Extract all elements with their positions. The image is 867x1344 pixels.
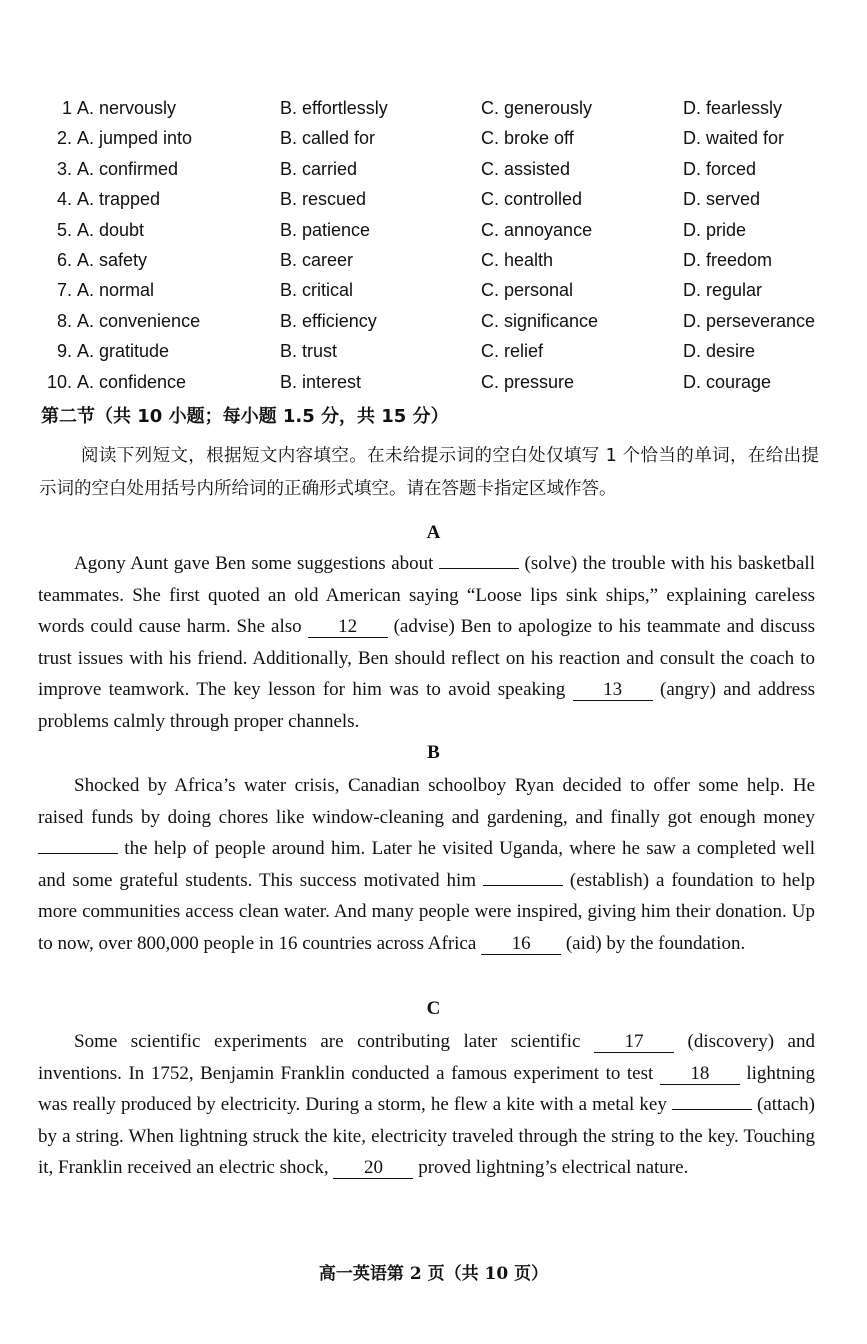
option-a: A. safety bbox=[77, 249, 148, 270]
options-table bbox=[0, 94, 867, 398]
option-d: D. courage bbox=[683, 371, 772, 392]
passage-text: (attach) by a string. When lightning struck the kite, electricity traveled through the string to the key. Touching it, Franklin received an electric shock, bbox=[38, 1094, 816, 1179]
passage-text: Some scientific experiments are contributing later scientific bbox=[74, 1031, 594, 1052]
passage-b bbox=[38, 770, 815, 960]
option-a: A. trapped bbox=[77, 189, 161, 210]
passage-c-heading: C bbox=[426, 998, 441, 1019]
option-a: A. doubt bbox=[77, 219, 145, 240]
option-row bbox=[0, 155, 867, 185]
option-row bbox=[0, 94, 867, 124]
section-title: 第二节（共 10 小题；每小题 1.5 分，共 15 分） bbox=[41, 406, 449, 427]
question-number: 4. bbox=[56, 189, 72, 210]
passage-text: lightning was really produced by electricity. During a storm, he flew a kite with a metal key bbox=[38, 1062, 815, 1116]
answer-blank: 18 bbox=[660, 1064, 740, 1085]
question-number: 10. bbox=[46, 371, 72, 392]
option-row bbox=[0, 337, 867, 367]
option-a: A. convenience bbox=[77, 310, 201, 331]
option-c: C. health bbox=[481, 249, 554, 270]
option-c: C. annoyance bbox=[481, 219, 593, 240]
passage-text: (angry) and address problems calmly through proper channels. bbox=[38, 679, 815, 732]
question-number: 7. bbox=[56, 280, 72, 301]
option-row bbox=[0, 276, 867, 306]
option-d: D. perseverance bbox=[683, 310, 816, 331]
option-c: C. pressure bbox=[481, 371, 575, 392]
passage-text: (advise) Ben to apologize to his teammate and discuss trust issues with his friend. Additionally, Ben should reflect on his reaction and consult the coach to improve teamwork. The key lesson for him was to avoid speaking bbox=[38, 616, 815, 701]
question-number: 9. bbox=[56, 341, 72, 362]
passage-text: the help of people around him. Later he visited Uganda, where he saw a completed well and some grateful students. This success motivated him bbox=[38, 838, 815, 891]
option-b: B. interest bbox=[280, 371, 362, 392]
answer-blank: 16 bbox=[481, 934, 561, 955]
option-d: D. desire bbox=[683, 341, 756, 362]
passage-text: (aid) by the foundation. bbox=[561, 932, 746, 954]
option-b: B. called for bbox=[280, 128, 376, 149]
option-d: D. waited for bbox=[683, 128, 785, 149]
option-b: B. patience bbox=[280, 219, 371, 240]
passage-text: proved lightning’s electrical nature. bbox=[413, 1157, 689, 1179]
option-a: A. gratitude bbox=[77, 341, 170, 362]
answer-blank: 13 bbox=[573, 680, 653, 701]
option-c: C. assisted bbox=[481, 158, 571, 179]
answer-blank: 20 bbox=[333, 1158, 413, 1179]
passage-text: Agony Aunt gave Ben some suggestions about bbox=[74, 553, 439, 574]
option-c: C. controlled bbox=[481, 189, 583, 210]
option-b: B. effortlessly bbox=[280, 98, 388, 118]
passage-text: (solve) the trouble with his basketball teammates. She first quoted an old American saying “Loose lips sink ships,” explaining careless words could cause harm. She also bbox=[38, 553, 815, 638]
passage-a-heading: A bbox=[426, 522, 441, 543]
option-c: C. broke off bbox=[481, 128, 574, 149]
question-number: 6. bbox=[56, 249, 72, 270]
option-a: A. jumped into bbox=[77, 128, 193, 149]
passage-b-heading: B bbox=[427, 742, 440, 763]
question-number: 5. bbox=[56, 219, 72, 240]
answer-blank bbox=[483, 885, 563, 886]
option-row bbox=[0, 246, 867, 276]
question-number: 3. bbox=[56, 158, 72, 179]
passage-text: Shocked by Africa’s water crisis, Canadian schoolboy Ryan decided to offer some help. He raised funds by doing chores like window-cleaning and gardening, and finally got enough money bbox=[38, 775, 815, 828]
section-instructions: 阅读下列短文，根据短文内容填空。在未给提示词的空白处仅填写 1 个恰当的单词，在给出提示词的空白处用括号内所给词的正确形式填空。请在答题卡指定区域作答。 bbox=[39, 446, 819, 499]
passage-a bbox=[38, 548, 815, 738]
passage-text: (discovery) and inventions. In 1752, Benjamin Franklin conducted a famous experiment to test bbox=[38, 1031, 815, 1084]
option-c: C. significance bbox=[481, 310, 599, 331]
option-a: A. confidence bbox=[77, 371, 187, 392]
option-a: A. normal bbox=[77, 280, 155, 301]
option-c: C. personal bbox=[481, 280, 574, 301]
passage-text: (establish) a foundation to help more communities access clean water. And many people were inspired, giving him their donation. Up to now, over 800,000 people in 16 countries across Africa bbox=[38, 869, 816, 954]
option-a: A. nervously bbox=[77, 98, 177, 118]
option-d: D. pride bbox=[683, 219, 747, 240]
option-b: B. carried bbox=[280, 158, 358, 179]
option-d: D. forced bbox=[683, 158, 757, 179]
option-row bbox=[0, 368, 867, 398]
option-b: B. efficiency bbox=[280, 310, 377, 331]
answer-blank: 12 bbox=[308, 617, 388, 638]
answer-blank bbox=[439, 568, 519, 569]
answer-blank: 17 bbox=[594, 1032, 674, 1053]
option-row bbox=[0, 307, 867, 337]
option-d: D. served bbox=[683, 189, 761, 210]
question-number: 1 bbox=[61, 98, 72, 118]
option-b: B. critical bbox=[280, 280, 354, 301]
option-row bbox=[0, 124, 867, 154]
option-d: D. freedom bbox=[683, 249, 773, 270]
question-number: 8. bbox=[56, 310, 72, 331]
option-b: B. career bbox=[280, 249, 354, 270]
answer-blank bbox=[672, 1109, 752, 1110]
option-d: D. regular bbox=[683, 280, 763, 301]
option-row bbox=[0, 185, 867, 215]
answer-blank bbox=[38, 853, 118, 854]
option-b: B. rescued bbox=[280, 189, 367, 210]
option-d: D. fearlessly bbox=[683, 98, 783, 118]
option-row bbox=[0, 216, 867, 246]
option-a: A. confirmed bbox=[77, 158, 179, 179]
option-c: C. generously bbox=[481, 98, 593, 118]
option-c: C. relief bbox=[481, 341, 544, 362]
option-b: B. trust bbox=[280, 341, 338, 362]
question-number: 2. bbox=[56, 128, 72, 149]
page-footer: 高一英语第 2 页（共 10 页） bbox=[318, 1264, 549, 1284]
passage-c bbox=[38, 1026, 815, 1184]
